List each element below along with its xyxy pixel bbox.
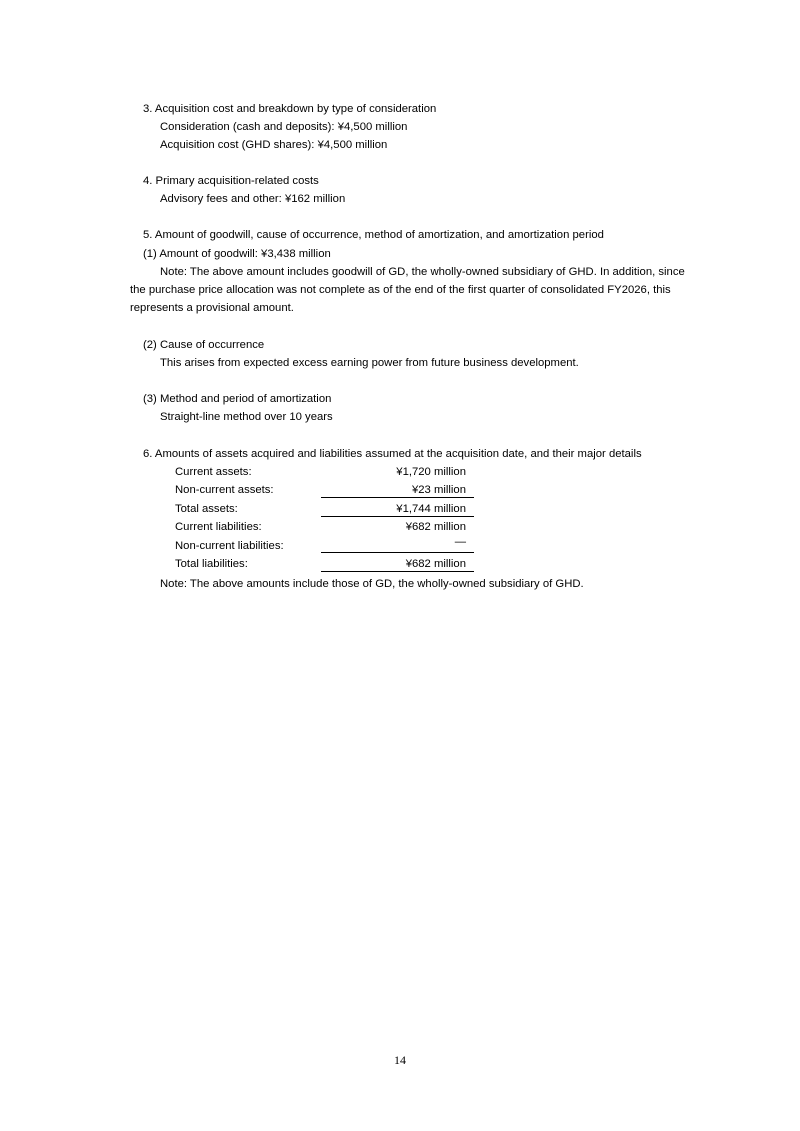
- amounts-note: Note: The above amounts include those of GD, the wholly-owned subsidiary of GHD.: [160, 578, 584, 590]
- total-assets-value: ¥1,744 million: [396, 503, 466, 515]
- total-liabilities-label: Total liabilities:: [175, 558, 248, 570]
- subtotal-rule-assets: [321, 497, 474, 498]
- current-liabilities-value: ¥682 million: [405, 521, 466, 533]
- goodwill-note-line-1: Note: The above amount includes goodwill of GD, the wholly-owned subsidiary of GHD. In addition, since: [160, 266, 685, 278]
- total-liabilities-value: ¥682 million: [405, 558, 466, 570]
- cause-heading: (2) Cause of occurrence: [143, 339, 265, 351]
- section-3-heading: 3. Acquisition cost and breakdown by type of consideration: [143, 103, 437, 115]
- goodwill-note-line-3: represents a provisional amount.: [130, 302, 294, 314]
- total-rule-assets: [321, 516, 474, 517]
- current-assets-value: ¥1,720 million: [396, 466, 466, 478]
- goodwill-note-line-2: the purchase price allocation was not complete as of the end of the first quarter of consolidated FY2026, this: [130, 284, 671, 296]
- cause-text: This arises from expected excess earning power from future business development.: [160, 357, 579, 369]
- non-current-liabilities-label: Non-current liabilities:: [175, 540, 284, 552]
- advisory-fees-line: Advisory fees and other: ¥162 million: [160, 193, 346, 205]
- goodwill-amount-heading: (1) Amount of goodwill: ¥3,438 million: [143, 248, 331, 260]
- non-current-assets-value: ¥23 million: [411, 484, 466, 496]
- current-liabilities-label: Current liabilities:: [175, 521, 262, 533]
- acquisition-cost-line: Acquisition cost (GHD shares): ¥4,500 million: [160, 139, 388, 151]
- section-6-heading: 6. Amounts of assets acquired and liabilities assumed at the acquisition date, and their major details: [143, 448, 642, 460]
- consideration-line: Consideration (cash and deposits): ¥4,500 million: [160, 121, 408, 133]
- subtotal-rule-liabilities: [321, 552, 474, 553]
- amortization-text: Straight-line method over 10 years: [160, 411, 333, 423]
- section-4-heading: 4. Primary acquisition-related costs: [143, 175, 319, 187]
- section-5-heading: 5. Amount of goodwill, cause of occurrence, method of amortization, and amortization period: [143, 229, 604, 241]
- non-current-assets-label: Non-current assets:: [175, 484, 274, 496]
- page-number: 14: [394, 1053, 406, 1067]
- non-current-liabilities-value: —: [454, 536, 466, 548]
- total-assets-label: Total assets:: [175, 503, 238, 515]
- current-assets-label: Current assets:: [175, 466, 252, 478]
- amortization-heading: (3) Method and period of amortization: [143, 393, 332, 405]
- total-rule-liabilities: [321, 571, 474, 572]
